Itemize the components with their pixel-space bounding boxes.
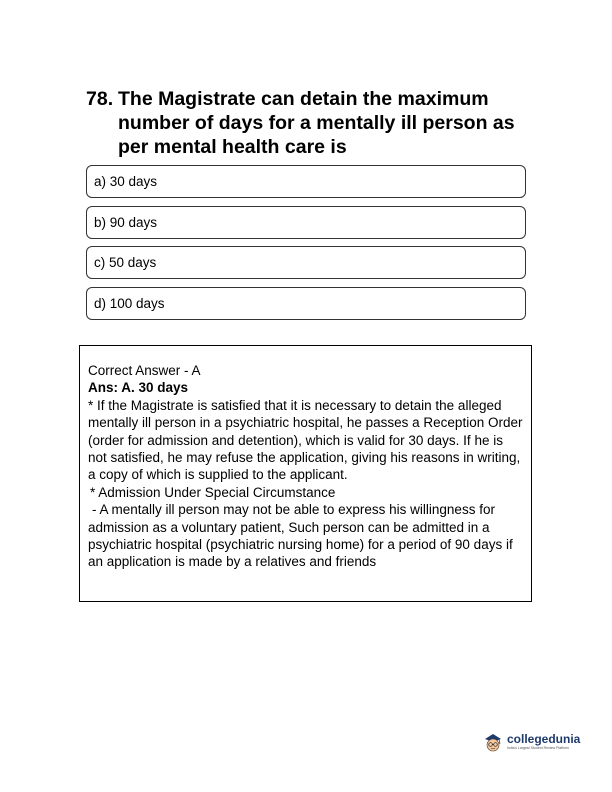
question-text: The Magistrate can detain the maximum number of days for a mentally ill person as per mental health care is [118, 88, 515, 158]
option-d[interactable] [86, 287, 526, 320]
explanation-paragraph: - A mentally ill person may not be able to express his willingness for admission as a voluntary patient, Such person can be admitted in a psychiatric hospital (psychiatric nursing home) for a period of 90 days if an application is made by a relatives and friends [88, 502, 513, 570]
brand-logo [482, 731, 580, 753]
option-b[interactable] [86, 206, 526, 239]
question [86, 87, 526, 159]
explanation-heading: * Admission Under Special Circumstance [90, 484, 336, 500]
option-b-label: b) 90 days [94, 214, 158, 230]
option-a[interactable] [86, 165, 526, 198]
option-c[interactable] [86, 246, 526, 279]
option-d-label: d) 100 days [94, 295, 165, 311]
answer-explanation-box [79, 345, 532, 602]
brand-tagline: India's Largest Student Review Platform [507, 746, 570, 750]
brand-name: collegedunia [507, 732, 581, 746]
question-number: 78. [86, 88, 114, 110]
option-c-label: c) 50 days [94, 255, 157, 270]
answer-line: Ans: A. 30 days [88, 380, 189, 396]
option-a-label: a) 30 days [94, 174, 158, 189]
options-list [86, 165, 526, 327]
mascot-icon [482, 731, 504, 753]
explanation-paragraph: * If the Magistrate is satisfied that it is necessary to detain the alleged mentally ill person in a psychiatric hospital, he passes a Reception Order (order for admission and detention), which is valid for 30 days. If he is not satisfied, he may refuse the application, giving his reasons in writing, a copy of which is supplied to the applicant. [88, 397, 523, 483]
correct-answer-line: Correct Answer - A [88, 363, 201, 378]
